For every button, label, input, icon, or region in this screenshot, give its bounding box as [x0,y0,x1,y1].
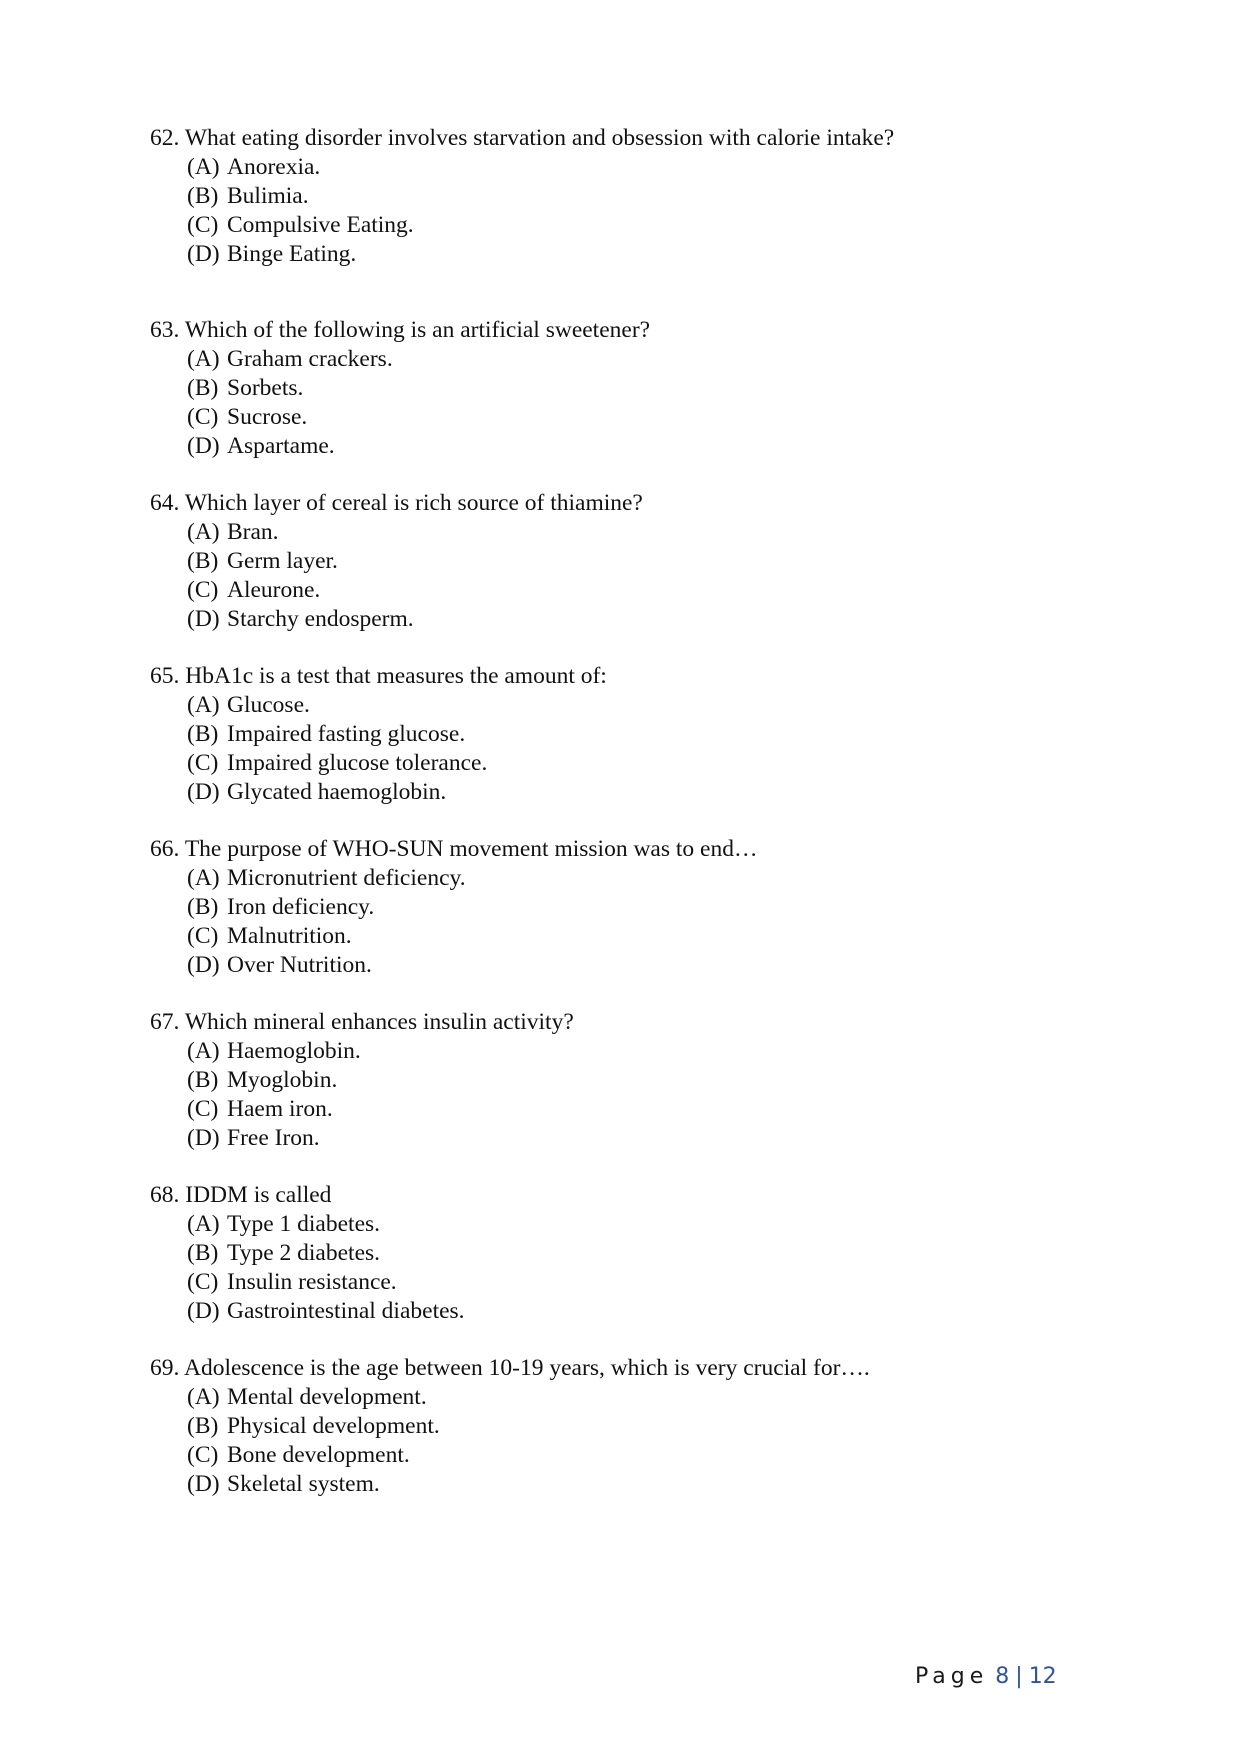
question-stem [150,1181,1150,1210]
option-b [187,547,1150,576]
option-text: Physical development. [227,1413,440,1439]
option-letter: (A) [187,865,220,891]
option-text: Myoglobin. [227,1067,338,1093]
option-text: Aleurone. [227,577,321,603]
spacer [150,269,1150,316]
question-64 [150,489,1150,634]
option-text: Skeletal system. [227,1471,380,1497]
option-c [187,211,1150,240]
question-stem [150,835,1150,864]
question-number: 67. [150,1009,180,1035]
current-page-number: 8 [995,1664,1010,1689]
question-68 [150,1181,1150,1326]
option-letter: (C) [187,1269,219,1295]
option-letter: (A) [187,346,220,372]
option-text: Compulsive Eating. [227,212,414,238]
option-letter: (C) [187,1096,219,1122]
option-text: Insulin resistance. [227,1269,397,1295]
question-stem [150,1354,1150,1383]
option-a [187,153,1150,182]
question-number: 66. [150,836,180,862]
question-text: Adolescence is the age between 10-19 years, which is very crucial for…. [183,1355,870,1381]
option-text: Impaired fasting glucose. [227,721,466,747]
page-separator: | [1015,1664,1023,1689]
page-label: Page [915,1664,989,1689]
option-letter: (D) [187,606,220,632]
option-c [187,922,1150,951]
option-b [187,1412,1150,1441]
spacer [150,1326,1150,1354]
option-text: Glucose. [227,692,310,718]
option-a [187,1210,1150,1239]
question-number: 69. [150,1355,180,1381]
option-letter: (C) [187,404,219,430]
option-d [187,432,1150,461]
option-text: Mental development. [227,1384,427,1410]
option-list [187,345,1150,461]
option-a [187,345,1150,374]
option-letter: (C) [187,1442,219,1468]
option-letter: (D) [187,1298,220,1324]
option-text: Over Nutrition. [227,952,372,978]
option-letter: (A) [187,1038,220,1064]
option-letter: (B) [187,1413,219,1439]
option-letter: (D) [187,952,220,978]
option-letter: (A) [187,519,220,545]
question-text: Which mineral enhances insulin activity? [184,1009,574,1035]
question-63 [150,316,1150,461]
option-d [187,1297,1150,1326]
option-b [187,182,1150,211]
option-c [187,749,1150,778]
option-text: Gastrointestinal diabetes. [227,1298,465,1324]
option-b [187,893,1150,922]
option-text: Graham crackers. [227,346,393,372]
question-text: HbA1c is a test that measures the amount of: [185,663,607,689]
option-letter: (C) [187,750,219,776]
option-c [187,1441,1150,1470]
option-letter: (B) [187,548,219,574]
option-d [187,605,1150,634]
question-text: The purpose of WHO-SUN movement mission was to end… [184,836,758,862]
question-66 [150,835,1150,980]
spacer [150,1153,1150,1181]
option-letter: (D) [187,779,220,805]
spacer [150,461,1150,489]
total-pages: 12 [1028,1664,1057,1689]
option-text: Type 2 diabetes. [227,1240,381,1266]
question-stem [150,1008,1150,1037]
question-number: 68. [150,1182,180,1208]
option-list [187,1037,1150,1153]
option-list [187,518,1150,634]
option-letter: (A) [187,692,220,718]
option-a [187,518,1150,547]
option-letter: (B) [187,894,219,920]
option-d [187,1124,1150,1153]
option-letter: (B) [187,1067,219,1093]
question-69 [150,1354,1150,1499]
option-b [187,1239,1150,1268]
option-letter: (D) [187,433,220,459]
option-a [187,1037,1150,1066]
option-text: Haem iron. [227,1096,333,1122]
option-text: Glycated haemoglobin. [227,779,447,805]
option-text: Malnutrition. [227,923,352,949]
option-text: Type 1 diabetes. [227,1211,381,1237]
option-letter: (D) [187,241,220,267]
question-65 [150,662,1150,807]
question-number: 64. [150,490,180,516]
spacer [150,807,1150,835]
question-67 [150,1008,1150,1153]
option-text: Free Iron. [227,1125,320,1151]
option-d [187,1470,1150,1499]
question-text: Which of the following is an artificial sweetener? [184,317,651,343]
option-letter: (B) [187,375,219,401]
option-d [187,951,1150,980]
question-stem [150,662,1150,691]
spacer [150,980,1150,1008]
question-text: Which layer of cereal is rich source of thiamine? [184,490,643,516]
option-list [187,864,1150,980]
option-letter: (B) [187,1240,219,1266]
question-62 [150,124,1150,269]
option-text: Iron deficiency. [227,894,375,920]
option-d [187,240,1150,269]
option-text: Bone development. [227,1442,410,1468]
question-number: 65. [150,663,180,689]
spacer [150,634,1150,662]
option-text: Bran. [227,519,279,545]
option-a [187,1383,1150,1412]
option-letter: (C) [187,923,219,949]
option-text: Starchy endosperm. [227,606,414,632]
option-letter: (A) [187,1211,220,1237]
option-letter: (D) [187,1471,220,1497]
option-c [187,1095,1150,1124]
option-b [187,720,1150,749]
option-text: Aspartame. [227,433,335,459]
option-c [187,576,1150,605]
option-d [187,778,1150,807]
option-text: Germ layer. [227,548,338,574]
option-list [187,153,1150,269]
option-b [187,374,1150,403]
option-list [187,1383,1150,1499]
option-b [187,1066,1150,1095]
question-text: What eating disorder involves starvation and obsession with calorie intake? [184,125,895,151]
question-stem [150,489,1150,518]
option-a [187,691,1150,720]
question-number: 62. [150,125,180,151]
question-stem [150,316,1150,345]
page-footer [915,1663,1057,1691]
option-text: Bulimia. [227,183,309,209]
option-text: Anorexia. [227,154,321,180]
option-text: Micronutrient deficiency. [227,865,466,891]
option-letter: (B) [187,183,219,209]
option-c [187,1268,1150,1297]
option-letter: (D) [187,1125,220,1151]
option-text: Sucrose. [227,404,308,430]
option-text: Sorbets. [227,375,304,401]
option-letter: (A) [187,154,220,180]
question-list [150,124,1150,1499]
option-text: Impaired glucose tolerance. [227,750,488,776]
option-a [187,864,1150,893]
question-text: IDDM is called [185,1182,332,1208]
option-letter: (C) [187,577,219,603]
option-list [187,691,1150,807]
option-c [187,403,1150,432]
option-letter: (A) [187,1384,220,1410]
question-stem [150,124,1150,153]
option-letter: (B) [187,721,219,747]
option-letter: (C) [187,212,219,238]
option-list [187,1210,1150,1326]
option-text: Binge Eating. [227,241,357,267]
option-text: Haemoglobin. [227,1038,361,1064]
question-number: 63. [150,317,180,343]
